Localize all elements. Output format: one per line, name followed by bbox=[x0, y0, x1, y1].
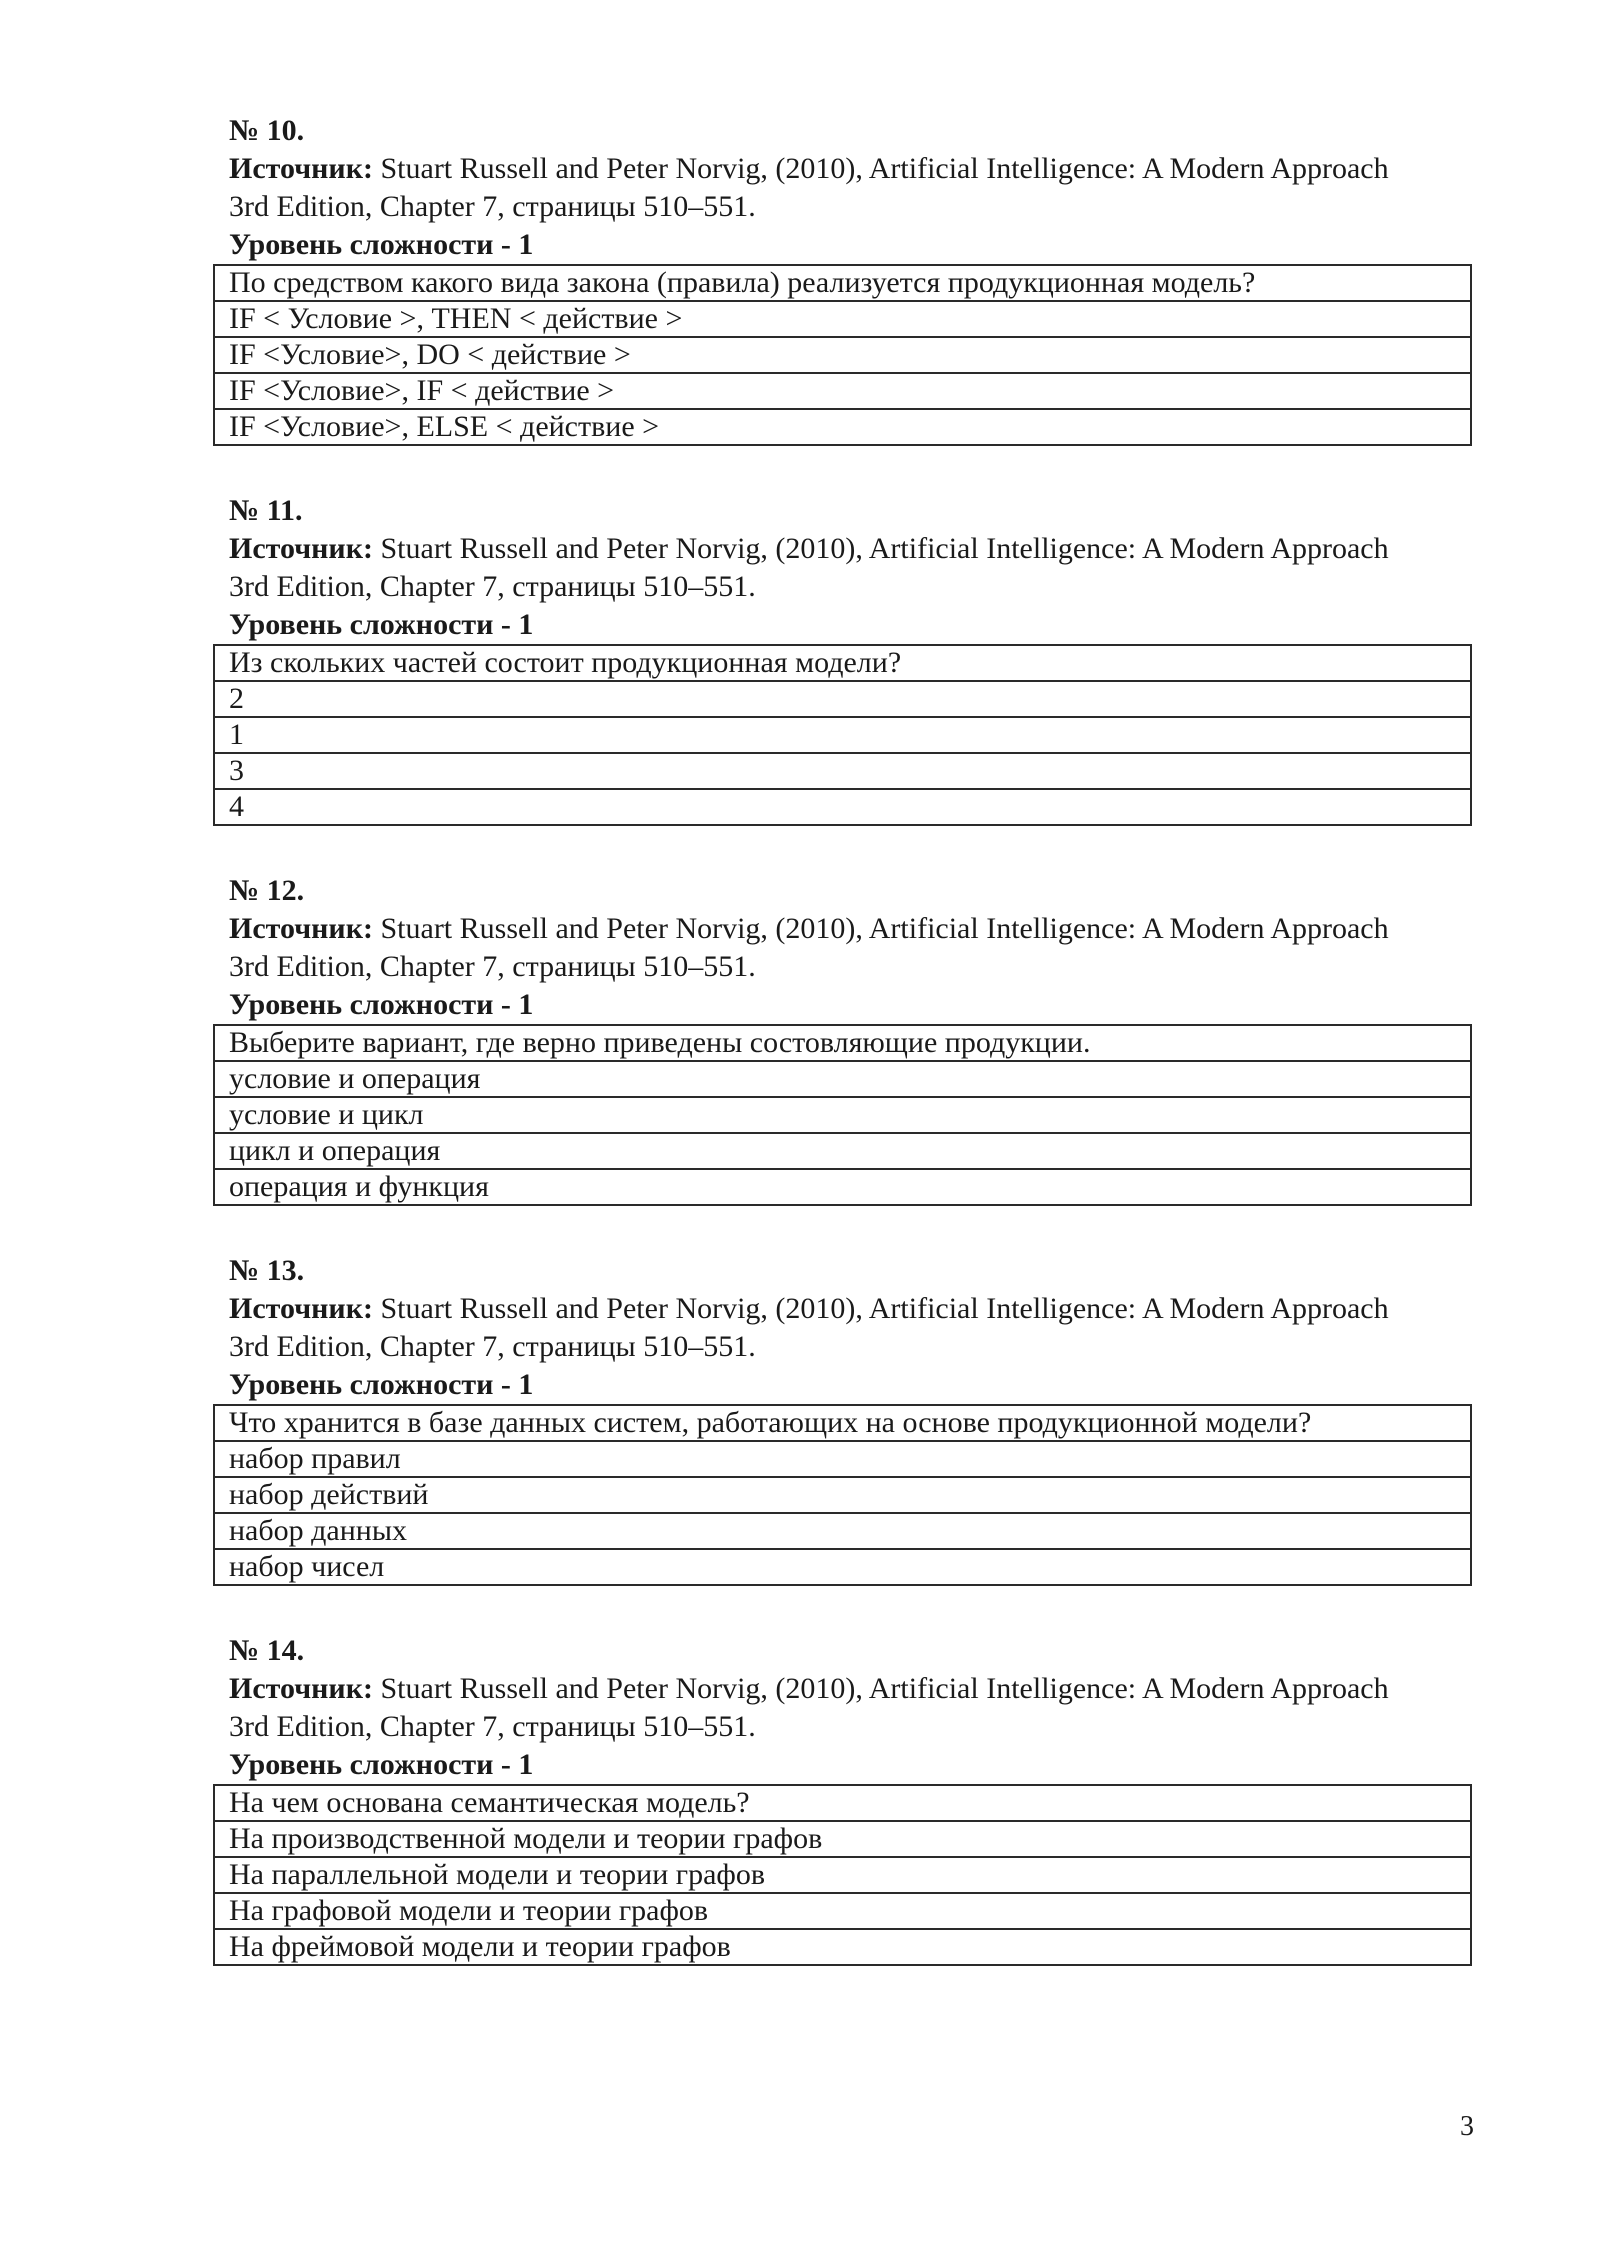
table-row bbox=[214, 717, 1471, 753]
source-text: Stuart Russell and Peter Norvig, (2010), Artificial Intelligence: A Modern Approach bbox=[372, 912, 1389, 945]
answer-table bbox=[213, 264, 1472, 446]
answer-cell: условие и операция bbox=[214, 1061, 1471, 1097]
table-row bbox=[214, 1061, 1471, 1097]
answer-cell: 3 bbox=[214, 753, 1471, 789]
table-row bbox=[214, 1025, 1471, 1061]
question-text-cell: Выберите вариант, где верно приведены состовляющие продукции. bbox=[214, 1025, 1471, 1061]
question-block-13 bbox=[213, 1252, 1473, 1586]
difficulty-level: Уровень сложности - 1 bbox=[229, 1748, 534, 1781]
question-number: № 11. bbox=[229, 494, 303, 527]
answer-cell: IF <Условие>, ELSE < действие > bbox=[214, 409, 1471, 445]
answer-cell: IF < Условие >, THEN < действие > bbox=[214, 301, 1471, 337]
answer-cell: На фреймовой модели и теории графов bbox=[214, 1929, 1471, 1965]
table-row bbox=[214, 409, 1471, 445]
difficulty-level: Уровень сложности - 1 bbox=[229, 608, 534, 641]
answer-cell: 1 bbox=[214, 717, 1471, 753]
answer-cell: набор действий bbox=[214, 1477, 1471, 1513]
source-label: Источник: bbox=[229, 1672, 373, 1705]
question-block-14 bbox=[213, 1632, 1473, 1966]
table-row bbox=[214, 301, 1471, 337]
source-continuation: 3rd Edition, Chapter 7, страницы 510–551. bbox=[229, 950, 756, 983]
answer-cell: набор чисел bbox=[214, 1549, 1471, 1585]
source-continuation: 3rd Edition, Chapter 7, страницы 510–551. bbox=[229, 570, 756, 603]
source-continuation: 3rd Edition, Chapter 7, страницы 510–551. bbox=[229, 190, 756, 223]
answer-cell: набор данных bbox=[214, 1513, 1471, 1549]
question-number: № 10. bbox=[229, 114, 305, 147]
table-row bbox=[214, 789, 1471, 825]
source-label: Источник: bbox=[229, 152, 373, 185]
question-block-12 bbox=[213, 872, 1473, 1206]
answer-cell: цикл и операция bbox=[214, 1133, 1471, 1169]
table-row bbox=[214, 1893, 1471, 1929]
table-row bbox=[214, 681, 1471, 717]
table-row bbox=[214, 1785, 1471, 1821]
table-row bbox=[214, 1405, 1471, 1441]
answer-table bbox=[213, 644, 1472, 826]
answer-cell: На параллельной модели и теории графов bbox=[214, 1857, 1471, 1893]
table-row bbox=[214, 645, 1471, 681]
table-row bbox=[214, 753, 1471, 789]
page-number: 3 bbox=[1460, 2111, 1474, 2142]
answer-table bbox=[213, 1404, 1472, 1586]
source-text: Stuart Russell and Peter Norvig, (2010), Artificial Intelligence: A Modern Approach bbox=[372, 152, 1389, 185]
answer-cell: 2 bbox=[214, 681, 1471, 717]
answer-cell: IF <Условие>, IF < действие > bbox=[214, 373, 1471, 409]
table-row bbox=[214, 337, 1471, 373]
question-number: № 12. bbox=[229, 874, 305, 907]
table-row bbox=[214, 1477, 1471, 1513]
table-row bbox=[214, 1549, 1471, 1585]
answer-cell: набор правил bbox=[214, 1441, 1471, 1477]
question-source bbox=[213, 1290, 1473, 1328]
answer-cell: операция и функция bbox=[214, 1169, 1471, 1205]
answer-cell: IF <Условие>, DO < действие > bbox=[214, 337, 1471, 373]
question-block-10 bbox=[213, 112, 1473, 446]
table-row bbox=[214, 1097, 1471, 1133]
source-label: Источник: bbox=[229, 1292, 373, 1325]
source-text: Stuart Russell and Peter Norvig, (2010), Artificial Intelligence: A Modern Approach bbox=[372, 532, 1389, 565]
difficulty-level: Уровень сложности - 1 bbox=[229, 1368, 534, 1401]
answer-cell: условие и цикл bbox=[214, 1097, 1471, 1133]
table-row bbox=[214, 1821, 1471, 1857]
table-row bbox=[214, 1441, 1471, 1477]
source-continuation: 3rd Edition, Chapter 7, страницы 510–551. bbox=[229, 1710, 756, 1743]
source-label: Источник: bbox=[229, 912, 373, 945]
answer-table bbox=[213, 1784, 1472, 1966]
source-label: Источник: bbox=[229, 532, 373, 565]
table-row bbox=[214, 1929, 1471, 1965]
question-source bbox=[213, 530, 1473, 568]
difficulty-level: Уровень сложности - 1 bbox=[229, 228, 534, 261]
question-block-11 bbox=[213, 492, 1473, 826]
table-row bbox=[214, 1169, 1471, 1205]
question-source bbox=[213, 910, 1473, 948]
table-row bbox=[214, 1133, 1471, 1169]
question-source bbox=[213, 1670, 1473, 1708]
question-number: № 13. bbox=[229, 1254, 305, 1287]
question-text-cell: Что хранится в базе данных систем, работающих на основе продукционной модели? bbox=[214, 1405, 1471, 1441]
question-text-cell: Из скольких частей состоит продукционная модели? bbox=[214, 645, 1471, 681]
difficulty-level: Уровень сложности - 1 bbox=[229, 988, 534, 1021]
table-row bbox=[214, 373, 1471, 409]
question-text-cell: По средством какого вида закона (правила) реализуется продукционная модель? bbox=[214, 265, 1471, 301]
table-row bbox=[214, 1857, 1471, 1893]
source-text: Stuart Russell and Peter Norvig, (2010), Artificial Intelligence: A Modern Approach bbox=[372, 1672, 1389, 1705]
table-row bbox=[214, 265, 1471, 301]
question-number: № 14. bbox=[229, 1634, 305, 1667]
source-text: Stuart Russell and Peter Norvig, (2010), Artificial Intelligence: A Modern Approach bbox=[372, 1292, 1389, 1325]
question-source bbox=[213, 150, 1473, 188]
source-continuation: 3rd Edition, Chapter 7, страницы 510–551. bbox=[229, 1330, 756, 1363]
question-text-cell: На чем основана семантическая модель? bbox=[214, 1785, 1471, 1821]
answer-cell: На графовой модели и теории графов bbox=[214, 1893, 1471, 1929]
answer-table bbox=[213, 1024, 1472, 1206]
answer-cell: На производственной модели и теории графов bbox=[214, 1821, 1471, 1857]
table-row bbox=[214, 1513, 1471, 1549]
answer-cell: 4 bbox=[214, 789, 1471, 825]
